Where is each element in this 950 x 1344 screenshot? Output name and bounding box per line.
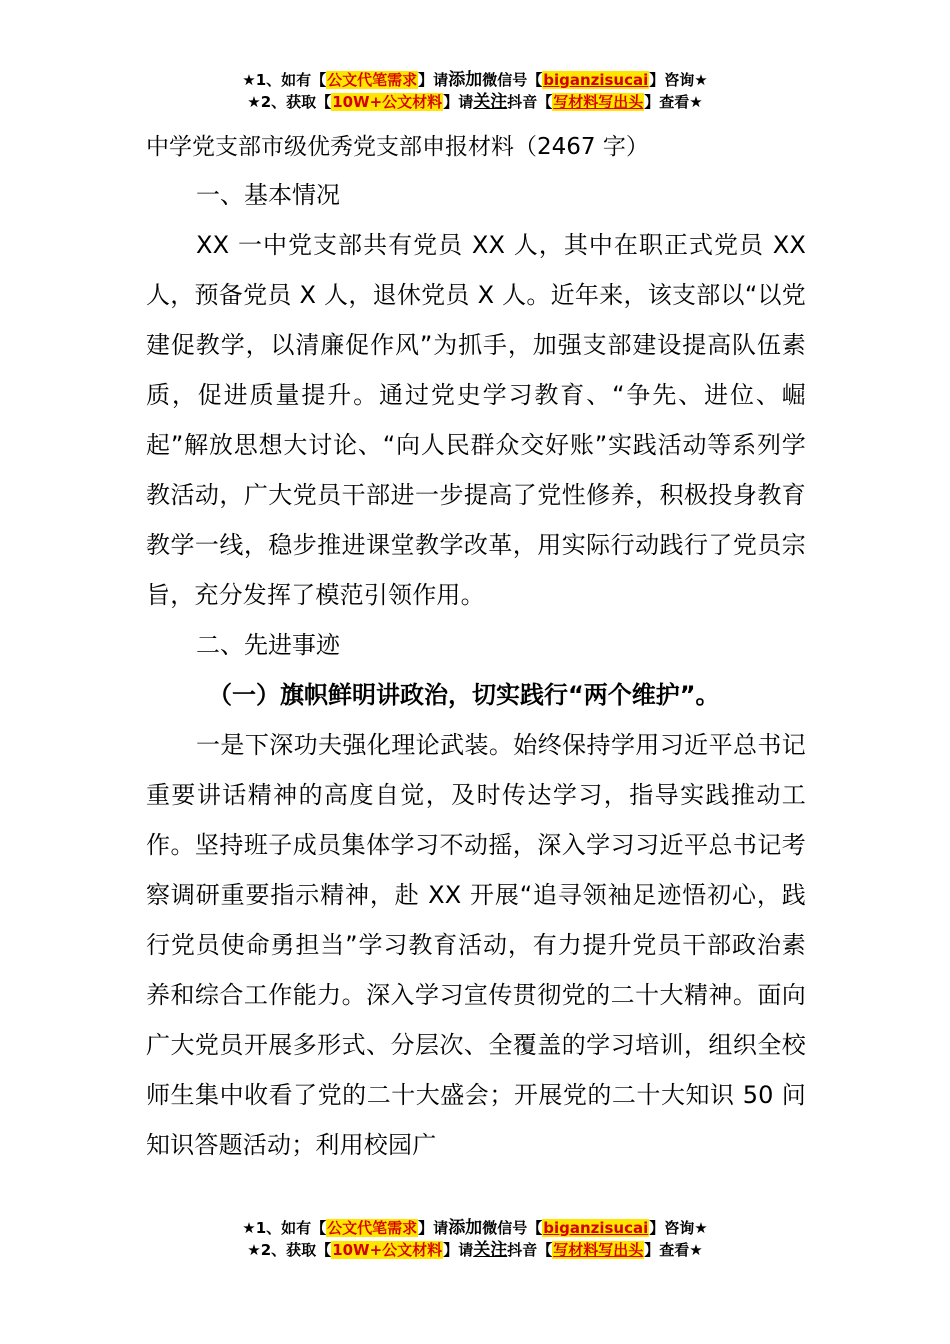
promo-line-1-highlight-service: 公文代笔需求 bbox=[327, 1219, 418, 1237]
promo-banner-top bbox=[0, 69, 950, 113]
promo-line-1-suffix: 】咨询★ bbox=[649, 71, 708, 89]
promo-line-2-mid2: 抖音【 bbox=[507, 1241, 553, 1259]
promo-line-2-prefix: ★2、获取【 bbox=[247, 93, 332, 111]
promo-line-1-highlight-service: 公文代笔需求 bbox=[327, 71, 418, 89]
promo-line-2-mid-bold: 关注 bbox=[473, 92, 508, 112]
promo-line-1-mid-bold: 添加 bbox=[448, 70, 483, 90]
promo-line-2-mid-bold: 关注 bbox=[473, 1240, 508, 1260]
promo-line-1-mid-bold: 添加 bbox=[448, 1218, 483, 1238]
paragraph-basic-info: XX 一中党支部共有党员 XX 人，其中在职正式党员 XX 人，预备党员 X 人，退休党员 X 人。近年来，该支部以“以党建促教学，以清廉促作风”为抓手，加强支部建设提高队伍素质，促进质量提升。通过党史学习教育、“争先、进位、崛起”解放思想大讨论、“向人民群众交好账”实践活动等系列学教活动，广大党员干部进一步提高了党性修养，积极投身教育教学一线，稳步推进课堂教学改革，用实际行动践行了党员宗旨，充分发挥了模范引领作用。 bbox=[146, 231, 806, 609]
promo-line-1-bottom bbox=[0, 1217, 950, 1239]
promo-line-2-mid2: 抖音【 bbox=[507, 93, 553, 111]
section-heading-basic-info: 一、基本情况 bbox=[196, 181, 340, 209]
section-heading-achievements: 二、先进事迹 bbox=[196, 631, 340, 659]
promo-line-2-douyin-account: 写材料写出头 bbox=[553, 1241, 644, 1259]
subsection-heading-politics: （一）旗帜鲜明讲政治，切实践行“两个维护”。 bbox=[208, 681, 720, 709]
promo-line-2-suffix: 】查看★ bbox=[644, 1241, 703, 1259]
document-body bbox=[146, 124, 806, 1170]
promo-line-1-suffix: 】咨询★ bbox=[649, 1219, 708, 1237]
promo-line-2-highlight-materials: 10W+公文材料 bbox=[332, 1241, 443, 1259]
promo-line-1-mid2: 微信号【 bbox=[482, 1219, 543, 1237]
promo-line-2-suffix: 】查看★ bbox=[644, 93, 703, 111]
promo-line-1-mid: 】请 bbox=[418, 1219, 449, 1237]
promo-line-2-highlight-materials: 10W+公文材料 bbox=[332, 93, 443, 111]
promo-line-1-wechat-id: biganzisucai bbox=[543, 1219, 649, 1237]
promo-line-1-wechat-id: biganzisucai bbox=[543, 71, 649, 89]
promo-line-2-bottom bbox=[0, 1239, 950, 1261]
promo-line-1-prefix: ★1、如有【 bbox=[242, 71, 327, 89]
promo-banner-bottom bbox=[0, 1217, 950, 1261]
promo-line-2-mid: 】请 bbox=[443, 93, 474, 111]
promo-line-1 bbox=[0, 69, 950, 91]
promo-line-2-prefix: ★2、获取【 bbox=[247, 1241, 332, 1259]
promo-line-1-mid: 】请 bbox=[418, 71, 449, 89]
document-title: 中学党支部市级优秀党支部申报材料（2467 字） bbox=[146, 134, 649, 160]
promo-line-1-mid2: 微信号【 bbox=[482, 71, 543, 89]
promo-line-1-prefix: ★1、如有【 bbox=[242, 1219, 327, 1237]
promo-line-2 bbox=[0, 91, 950, 113]
paragraph-politics: 一是下深功夫强化理论武装。始终保持学用习近平总书记重要讲话精神的高度自觉，及时传达学习，指导实践推动工作。坚持班子成员集体学习不动摇，深入学习习近平总书记考察调研重要指示精神，赴 XX 开展“追寻领袖足迹悟初心，践行党员使命勇担当”学习教育活动，有力提升党员干部政治素养和综合工作能力。深入学习宣传贯彻党的二十大精神。面向广大党员开展多形式、分层次、全覆盖的学习培训，组织全校师生集中收看了党的二十大盛会；开展党的二十大知识 50 问知识答题活动；利用校园广 bbox=[146, 731, 806, 1159]
promo-line-2-mid: 】请 bbox=[443, 1241, 474, 1259]
promo-line-2-douyin-account: 写材料写出头 bbox=[553, 93, 644, 111]
